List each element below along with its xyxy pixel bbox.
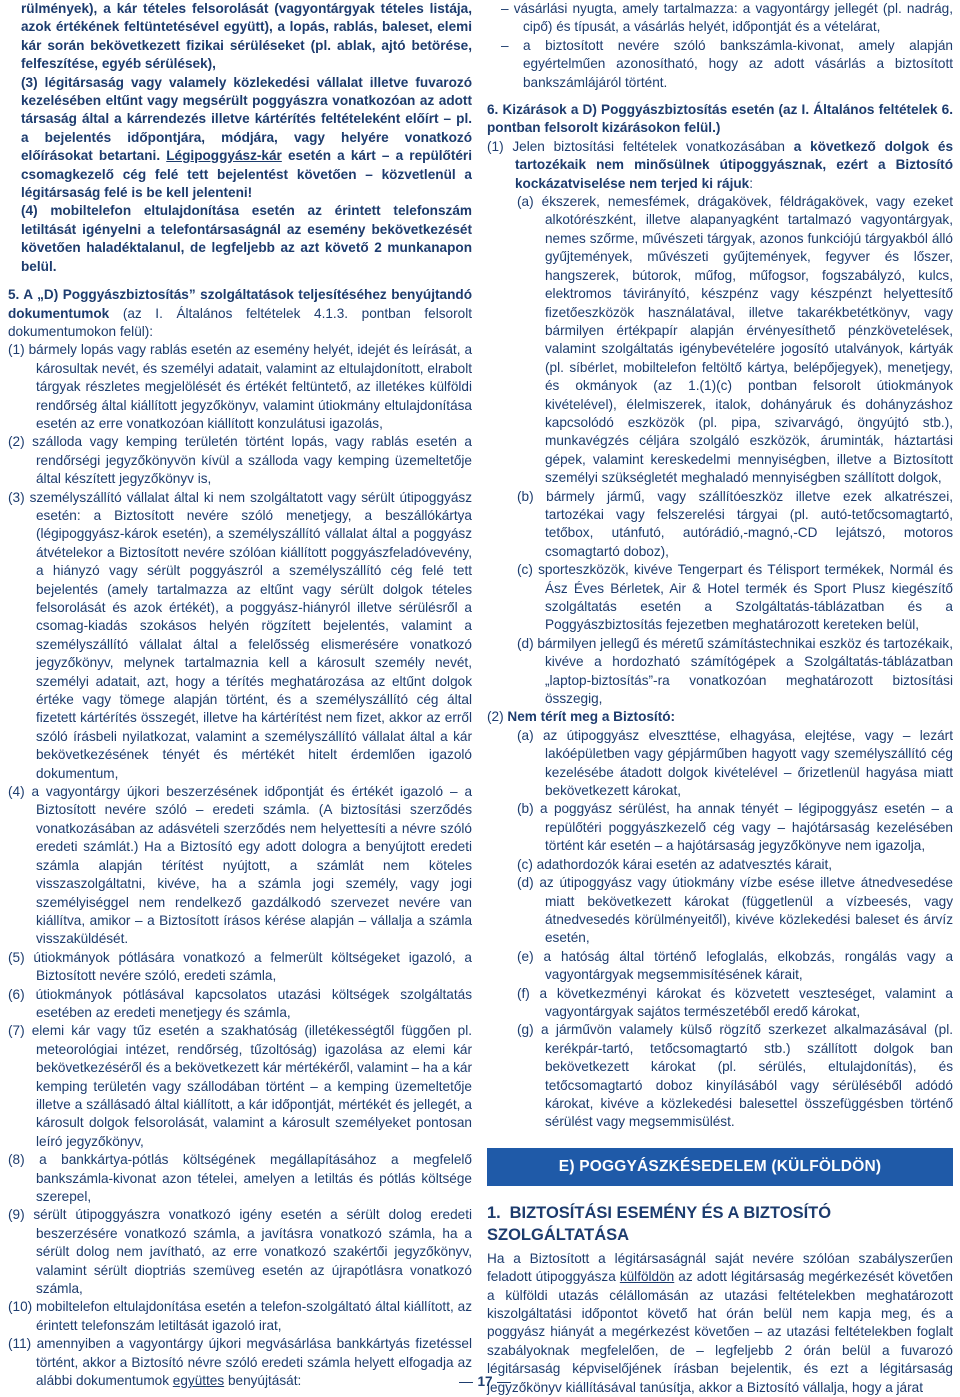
left-column	[8, 0, 472, 1390]
doc-item-1: (1) bármely lopás vagy rablás esetén az esemény helyét, idejét és leírását, a károsultak nevét, és személyi adatait, valamint az eltulajdonított, elrabolt tárgyak részletes megjelölését és értékét feltüntető, az illetékes külföldi rendőrség által kiállított jegyzőkönyv, valamint útiokmány eltulajdonítása esetén az erre vonatkozóan kiállított konzulátusi igazolás,	[8, 342, 472, 431]
exclusion-2-f: (f) a következményi károkat és közvetett veszteséget, valamint a vagyontárgyak sajátos természetéből eredő károkat,	[517, 985, 953, 1019]
doc-item-8: (8) a bankkártya-pótlás költségének megállapításához a megfelelő bankszámla-kivonat azon tételei, amelyen a letiltás és pótlás költsége szerepel,	[8, 1152, 472, 1204]
section-e-banner: E) POGGYÁSZKÉSEDELEM (KÜLFÖLDÖN)	[487, 1148, 953, 1186]
page-number: 17	[455, 1373, 515, 1391]
exclusion-1-a: (a) ékszerek, nemesfémek, drágakövek, féldrágakövek, vagy ezeket alkotórészként, illetve alapanyagként tartalmazó vagyontárgyak, nemes szőrme, művészeti tárgyak, azonos funkciójú tárgyakból álló gyűjtemények, művészeti gyűjtemények, fegyver és lőszer, hangszerek, bútorok, műfog, műfogsor, fogszabályzó, kulcs, elektromos távirányító, készpénz vagy készpénzt helyettesítő fizetőeszközök használatával, illetve takarékbetétkönyv, vagy bármilyen értékpapír alapján érvényesíthető pénzkövetelések, valamint szolgáltatás igénybevételére jogosító utalványok, kártyák (pl. síbérlet, mobiltelefon feltöltő kártya, belépőjegyek), menetjegy, és okmányok (az 1.(1)(c) pontban felsorolt útiokmányok kivételével), élelmiszerek, italok, dohányáruk és dohányzáshoz kapcsolódó eszközök (pl. pipa, szivarvágó, öngyújtó stb.), munkavégzés céljára szolgáló eszközök, áruminták, háztartási gépek, valamint kereskedelmi mennyiségben, illetve a Biztosított személyi szükségletét meghaladó mennyiségben szállított dolgok,	[517, 194, 953, 486]
bank-statement-item: – a biztosított nevére szóló bankszámla-kivonat, amely alapján egyértelműen azonosítható, hogy az adott vásárlás a biztosított bankszámlájáról történt.	[501, 37, 953, 90]
doc-item-7: (7) elemi kár vagy tűz esetén a szakhatóság (illetékességtől függően pl. meteorológiai intézet, rendőrség, tűzoltóság) igazolása az elemi kár bekövetkezéséről és a bekövetkezett kár mértékéről, valamint – ha a kár kemping területén vagy szállodában történt – a kemping üzemeltetője illetve a szállásadó által kiállított, a kár időpontját, mértékét és jellegét, a károsult dolgok felsorolását, valamint a károsult személyeket pontosan leíró jegyzőkönyv,	[8, 1023, 472, 1149]
exclusion-2-b: (b) a poggyász sérülést, ha annak tényét – légipoggyász esetén – a repülőtéri poggyászkezelő cég vagy – hajótársaság kezelésében történt kár esetén – a hajótársaság jegyzőkönyve nem igazolja,	[517, 801, 953, 854]
exclusion-1: (1) Jelen biztosítási feltételek vonatkozásában a következő dolgok és tartozékaik nem minősülnek útipoggyásznak, ezért a Biztosító kockázatviselése nem terjed ki rájuk:	[487, 138, 954, 191]
exclusion-2: (2) Nem térít meg a Biztosító:	[487, 709, 676, 725]
exclusion-1-b: (b) bármely jármű, vagy szállítóeszköz illetve ezek alkatrészei, tartozékai vagy felszerelési tárgyai (pl. autó-tetőcsomagtartó, tetőbox, utánfutó, autórádió,-magnó,-CD lejátszó, motoros csomagtartó doboz),	[517, 488, 953, 559]
doc-item-9: (9) sérült útipoggyászra vonatkozó igény esetén a sérült dolog eredeti beszerzésére vonatkozó számla, a javításra vonatkozó számla, ha a sérült dolog nem javítható, az erre vonatkozó szakértői jegyzőkönyv, valamint sérült dioptriás szemüveg esetén az újrapótlásra vonatkozó számla,	[8, 1207, 472, 1297]
exclusion-2-e: (e) a hatóság által történő lefoglalás, elkobzás, rongálás vagy a vagyontárgyak megsemmisítésének kárait,	[517, 948, 953, 983]
doc-item-5: (5) útiokmányok pótlására vonatkozó a felmerült költségeket igazoló, a Biztosított nevére szóló, eredeti számla,	[8, 949, 472, 984]
subsection-1-heading: 1. BIZTOSÍTÁSI ESEMÉNY ÉS A BIZTOSÍTÓ SZOLGÁLTATÁSA	[487, 1203, 832, 1244]
exclusion-2-g: (g) a járművön valamely külső rögzítő szerkezet alkalmazásával (pl. kerékpár-tartó, tetőcsomagtartó stb.) szállított dolgok ban bekövetkezett károkat (pl. sérülés, eltulajdonítás), és tetőcsomagtartó doboz kinyílásából vagy sérüléséből adódó károkat, kivéve a közlekedési balesettel összefüggésben történő sérülést vagy megsemmisülést.	[517, 1022, 953, 1130]
receipt-item: – vásárlási nyugta, amely tartalmazza: a vagyontárgy jellegét (pl. nadrág, cipő) és típusát, a vásárlás helyét, időpontját és a vételárat,	[501, 1, 953, 35]
obligation-4: (4) mobiltelefon eltulajdonítása esetén az érintett telefonszám letiltását igényelni a telefontársaságnál az esemény bekövetkezését követően haladéktalanul, de legfeljebb az azt követő 2 munkanapon belül.	[21, 203, 472, 274]
obligation-3: (3) légitársaság vagy valamely közlekedési vállalat illetve fuvarozó kezelésében eltűnt vagy megsérült poggyászra vonatkozóan az adott társaság által a kárrendezés illetve kártérítés feltételeként előírt – pl. a bejelentés időpontjára, módjára, vagy helyére vonatkozó előírásokat betartani. Légipoggyász-kár esetén a kárt – a repülőtéri csomagkezelő cég felé tett bejelentést követően – közvetlenül a légitársaság felé is be kell jelenteni!	[21, 74, 473, 201]
doc-item-4: (4) a vagyontárgy újkori beszerzésének időpontját és értékét igazoló – a Biztosított nevére szóló – eredeti számla. (A biztosítási szerződés vonatkozásában az adásvételi szerződés nem helyettesíti a névre szóló eredeti számlát.) Ha a Biztosító egy adott dologra a benyújtott eredeti számla alapján térítést nyújtott, a számlát nem köteles visszaszolgáltatni, kivéve, ha a számla jogi személy, vagy jogi személyiséggel nem rendelkező gazdálkodó szervezet nevére van kiállítva, amikor – a Biztosított írásos kérése alapján – vállalja a számla visszaküldését.	[8, 784, 472, 947]
coverage-paragraph: Ha a Biztosított a légitársaságnál saját nevére szólóan szabályszerűen feladott útipoggyásza külföldön az adott légitársaság megérkezését követően a külföldi utazás célállomásán az utazási feltételekben meghatározott kiszolgáltatási időpontot követő hat órán belül nem kapja meg, és a poggyász hiányát a megérkezést követően – az utazási feltételekben foglalt szabályoknak megfelelően, de – legfeljebb 2 órán belül a fuvarozó légitársaság képviselőjének írásban bejelentik, és ezt a légitársaság jegyzőkönyv kiállításával tanúsítja, akkor a Biztosító vállalja, hogy a járat	[487, 1250, 953, 1395]
air-baggage-term: Légipoggyász-kár	[166, 148, 282, 164]
exclusion-2-d: (d) az útipoggyász vagy útiokmány vízbe esése illetve átnedvesedése miatt bekövetkezett károkat (függetlenül a vízbeesés, vagy átnedvesedés körülményeitől), kivéve közlekedési baleset és árvíz esetén,	[517, 875, 953, 946]
exclusion-2-c: (c) adathordozók kárai esetén az adatvesztés kárait,	[517, 856, 833, 872]
doc-item-10: (10) mobiltelefon eltulajdonítása esetén a telefon-szolgáltató által kiállított, az érintett telefonszám letiltását igazoló irat,	[8, 1299, 472, 1333]
exclusion-1-c: (c) sporteszközök, kivéve Tengerpart és Télisport termékek, Normál és Ász Éves Bérletek, Air & Hotel termék és Sport Plusz kiegészítő szolgáltatás esetén a Szolgáltatás-táblázatban és a Poggyászbiztosítás fejezetben meghatározott kereteken belül,	[517, 562, 953, 633]
exclusion-2-a: (a) az útipoggyász elveszttése, elhagyása, elejtése, vagy – lezárt lakóépületben vagy gépjárműben hagyott vagy személyszállító cég kezelésébe átadott dolgok kivételével – őrizetlenül hagyása miatt bekövetkezett károkat,	[517, 727, 953, 799]
doc-item-6: (6) útiokmányok pótlásával kapcsolatos utazási költségek szolgáltatás esetében az eredeti menetjegy és számla,	[8, 986, 472, 1020]
doc-item-11: (11) amennyiben a vagyontárgy újkori megvásárlása bankkártyás fizetéssel történt, akkor a Biztosító névre szóló eredeti számla helyett elfogadja az alábbi dokumentumok együttes benyújtását:	[8, 1336, 472, 1389]
right-column	[487, 0, 953, 1397]
doc-item-2: (2) szálloda vagy kemping területén történt lopás, vagy rablás esetén a rendőrségi jegyzőkönyvön kívül a szálloda vagy kemping üzemeltetője által készített jegyzőkönyv is,	[8, 434, 472, 487]
section-6-heading: 6. Kizárások a D) Poggyászbiztosítás esetén (az I. Általános feltételek 6. pontban felsorolt kizárásokon felül.)	[487, 102, 953, 136]
exclusion-1-d: (d) bármilyen jellegű és méretű számítástechnikai eszköz és tartozékaik, kivéve a hordozható számítógépek a Szolgáltatás-táblázatban „laptop-biztosítás”-ra vonatkozóan meghatározott biztosítási összegig,	[517, 635, 953, 707]
section-5-heading: 5. A „D) Poggyászbiztosítás” szolgáltatások teljesítéséhez benyújtandó dokumentumok (az I. Általános feltételek 4.1.3. pontban felsorolt dokumentumokon felül):	[8, 287, 472, 339]
doc-item-3: (3) személyszállító vállalat által ki nem szolgáltatott vagy sérült útipoggyász esetén: a Biztosított nevére szóló menetjegy, a beszállókártya (légipoggyász-károk esetén), a személyszállító vállalat által a poggyász átvételekor a Biztosított nevére szólóan kiállított poggyászfeladóvevény, a hiányzó vagy sérült poggyászról a személyszállító cég felé tett bejelentés (amely tartalmazza az eltűnt vagy sérült dolgok tételes felsorolását és azok értékét), a poggyász-hiányról illetve sérülésről a csomag-kiadás szokásos helyén rögzített bejelentés, valamint a személyszállító vállalat által a felelősség elismerésére vonatkozó jegyzőkönyv, melynek tartalmaznia kell a károsult személy nevét, személyi adatait, azt, hogy a térítés meghatározása az eltűnt dolgok értéke vagy tömege alapján történt, és a személyszállító cég által fizetett kártérítés összegét, illetve ha kártérítést nem fizet, akkor az erről szóló írásbeli nyilatkozat, valamint a személyszállító vállalat által a kár bekövetkezésének tényét és mértékét hitelt érdemlően igazoló dokumentum,	[8, 489, 472, 781]
intro-paragraph: rülmények), a kár tételes felsorolását (vagyontárgyak tételes listája, azok értékének feltüntetésével együtt), a lopás, rablás, baleset, elemi kár során bekövetkezett fizikai sérüléseket (pl. ablak, ajtó betörése, felfeszítése, egyéb sérülések),	[21, 1, 472, 72]
